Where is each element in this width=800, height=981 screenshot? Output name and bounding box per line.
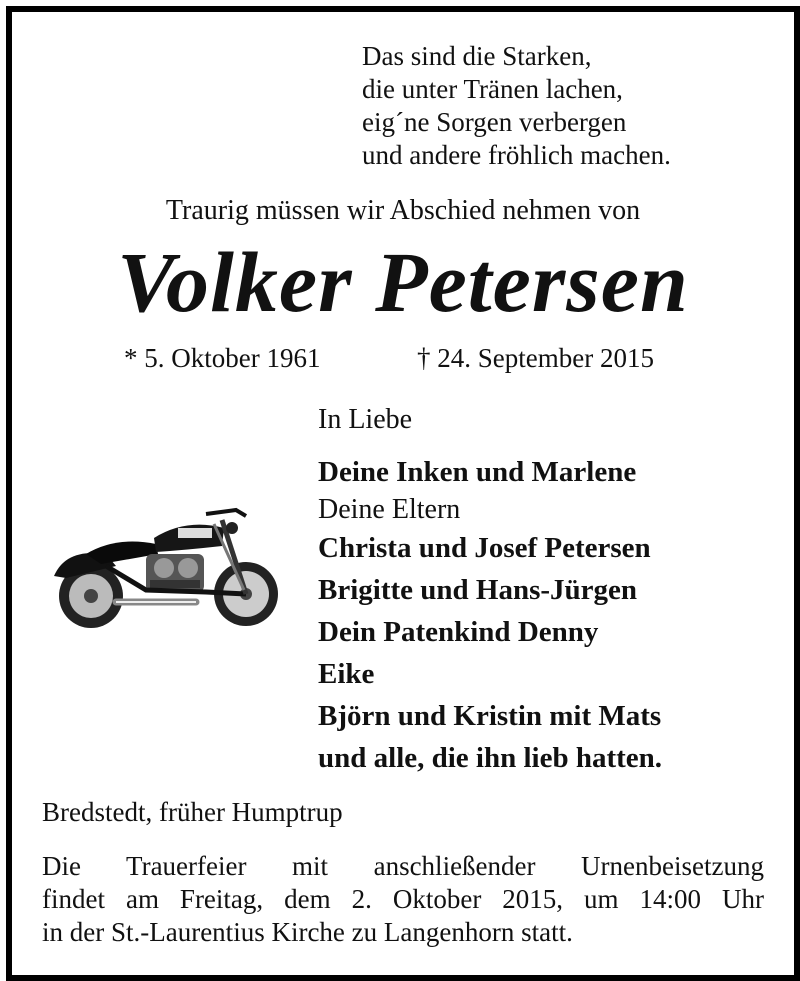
service-line: in der St.-Laurentius Kirche zu Langenhorn statt.: [42, 917, 573, 947]
mourners-list: [318, 399, 662, 779]
place-text: Bredstedt, früher Humptrup: [42, 797, 343, 827]
service-info: [42, 850, 764, 949]
mourner-line: Eike: [318, 658, 375, 690]
birth-date: * 5. Oktober 1961: [124, 343, 321, 373]
service-line: findet am Freitag, dem 2. Oktober 2015, um 14:00 Uhr: [42, 884, 764, 914]
poem: [362, 40, 671, 172]
parents-label: Deine Eltern: [318, 494, 461, 525]
motorcycle-icon: [46, 506, 286, 636]
death-date: † 24. September 2015: [417, 343, 654, 373]
mourner-line: Deine Inken und Marlene: [318, 456, 637, 488]
mourner-line: Christa und Josef Petersen: [318, 532, 651, 564]
poem-line: und andere fröhlich machen.: [362, 140, 671, 170]
service-line: Die Trauerfeier mit anschließender Urnenbeisetzung: [42, 851, 764, 881]
intro-text: Traurig müssen wir Abschied nehmen von: [165, 195, 641, 226]
mourner-line: Dein Patenkind Denny: [318, 616, 599, 648]
in-love-label: In Liebe: [318, 404, 413, 435]
deceased-name: Volker Petersen: [117, 234, 689, 330]
poem-line: eig´ne Sorgen verbergen: [362, 107, 627, 137]
mourner-line: Björn und Kristin mit Mats: [318, 700, 662, 732]
obituary-frame: [6, 6, 800, 981]
mourner-line: und alle, die ihn lieb hatten.: [318, 742, 663, 774]
poem-line: die unter Tränen lachen,: [362, 74, 623, 104]
poem-line: Das sind die Starken,: [362, 41, 592, 71]
mourner-line: Brigitte und Hans-Jürgen: [318, 574, 638, 606]
